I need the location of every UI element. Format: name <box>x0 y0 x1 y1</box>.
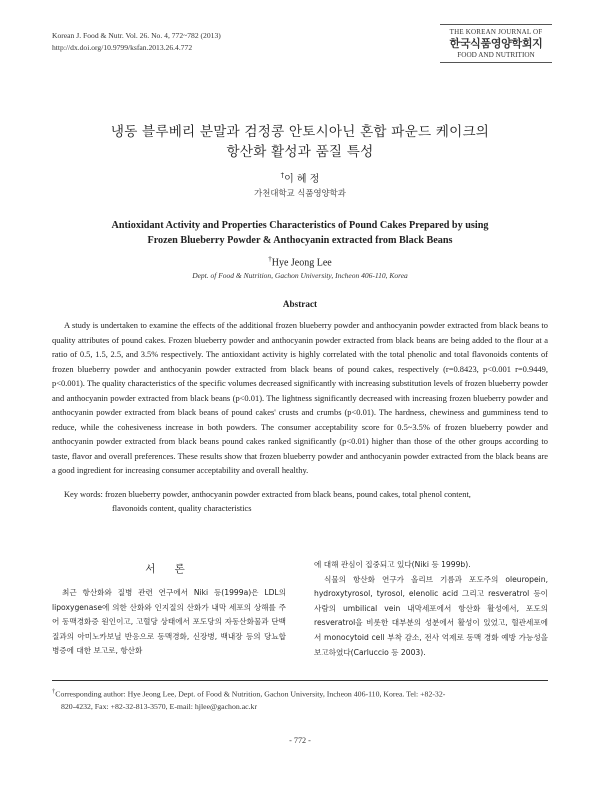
keywords-line2: flavonoids content, quality characteristics <box>112 504 252 513</box>
footnote-line2: 820-4232, Fax: +82-32-813-3570, E-mail: hjlee@gachon.ac.kr <box>61 702 258 712</box>
title-english-line2: Frozen Blueberry Powder & Anthocyanin extracted from Black Beans <box>147 235 453 246</box>
author-english-mark: † <box>268 255 272 263</box>
journal-name-korean: 한국식품영양학회지 <box>449 37 543 50</box>
author-korean-mark: † <box>280 171 285 180</box>
title-korean-line2: 항산화 활성과 품질 특성 <box>226 144 374 160</box>
page-number: - 772 - <box>289 736 311 745</box>
footnote-line1 <box>52 686 548 701</box>
footnote-mark: † <box>52 688 56 695</box>
journal-logo <box>440 24 552 63</box>
author-english-name: Hye Jeong Lee <box>271 257 332 269</box>
abstract-body <box>52 318 548 478</box>
keywords <box>52 488 548 516</box>
keywords-line1: Key words: frozen blueberry powder, anthocyanin powder extracted from black beans, pound cakes, total phenol content, <box>64 490 471 499</box>
footnote-divider <box>52 680 548 681</box>
abstract-text: A study is undertaken to examine the effects of the additional frozen blueberry powder and anthocyanin powder extracted from black beans to quality attributes of pound cakes. Frozen blueberry powder and anthocyanin powder extracted from black beans are being added to the flour at a ratio of 0.5, 1.5, 2.5, and 3.5% respectively. The antioxidant activity is highly correlated with the total phenolic and total flavonoids contents of frozen blueberry powder and anthocyanin powder extracted from black beans of pound cakes, respectively (r=0.8423, p<0.001 r=0.9449, p<0.001). The quality characteristics of the specific volumes decreased significantly with increasing substitution levels of frozen blueberry powder and anthocyanin powder extracted from black beans (p<0.01). The lightness significantly decreased with increasing frozen blueberry powder and anthocyanin powder extracted from black beans of pound cakes' crusts and crumbs (p<0.01). The hardness, chewiness and gumminess tend to reduce, while the cohesiveness increase in both powders. The consumer acceptability score for 0.5~3.5% of frozen blueberry powder and anthocyanin powder extracted from black beans pound cakes ranked significantly (p<0.01) higher than those of the other groups according to taste, flavor and overall preferences. These results show that frozen blueberry powder and anthocyanin powder extracted from the black beans are a good ingredient for increasing consumer acceptability and overall healthy. <box>52 320 548 475</box>
abstract-heading: Abstract <box>282 299 318 309</box>
body-column-right <box>314 558 548 660</box>
body-column-left <box>52 586 286 659</box>
title-english <box>60 218 540 248</box>
author-korean <box>0 170 600 185</box>
author-korean-name: 이 혜 정 <box>284 174 320 185</box>
title-korean <box>60 122 540 162</box>
journal-name-bottom: FOOD AND NUTRITION <box>457 51 535 59</box>
title-english-line1: Antioxidant Activity and Properties Characteristics of Pound Cakes Prepared by using <box>111 220 489 231</box>
footnote-line1-text: Corresponding author: Hye Jeong Lee, Dept. of Food & Nutrition, Gachon University, Incheon 406-110, Korea. Tel: +82-32- <box>55 689 446 699</box>
affiliation-korean: 가천대학교 식품영양학과 <box>254 188 346 198</box>
affiliation-english: Dept. of Food & Nutrition, Gachon University, Incheon 406-110, Korea <box>192 271 408 280</box>
title-korean-line1: 냉동 블루베리 분말과 검정콩 안토시아닌 혼합 파운드 케이크의 <box>110 124 490 140</box>
section-heading-introduction: 서 론 <box>145 563 193 575</box>
author-english <box>0 255 600 268</box>
corresponding-author-footnote <box>52 686 548 714</box>
intro-paragraph-1-end: 에 대해 관심이 집중되고 있다(Niki 등 1999b). <box>314 560 471 569</box>
intro-paragraph-2: 식물의 항산화 연구가 올리브 기름과 포도주의 oleuropein, hydroxytyrosol, tyrosol, elenolic acid 그리고 resveratrol 등이 사람의 umbilical vein 내막세포에서 항산화 활성에서, 포도의 resveratrol을 비롯한 대부분의 성분에서 활성이 있었고, 혈관세포에서 monocytoid cell 부착 감소, 전사 억제로 동맥 경화 예방 가능성을 보고하였다(Carluccio 등 2003). <box>314 574 548 657</box>
intro-paragraph-1: 최근 항산화와 질병 관련 연구에서 Niki 등(1999a)은 LDL의 lipoxygenase에 의한 산화와 인지질의 산화가 내막 세포의 상해를 주어 동맥경화증 원인이고, 고혈당 상태에서 포도당의 자동산화물과 단백질과의 아미노카보닐 반응으로 동맥경화, 신장병, 백내장 등의 당뇨합병증에 대한 보고로, 항산화 <box>52 588 286 656</box>
doi-link[interactable]: http://dx.doi.org/10.9799/ksfan.2013.26.4.772 <box>52 43 193 52</box>
journal-bottom-rule <box>440 62 552 63</box>
citation-block <box>52 30 221 54</box>
citation: Korean J. Food & Nutr. Vol. 26. No. 4, 772~782 (2013) <box>52 31 221 40</box>
journal-name-top: THE KOREAN JOURNAL OF <box>449 28 543 36</box>
